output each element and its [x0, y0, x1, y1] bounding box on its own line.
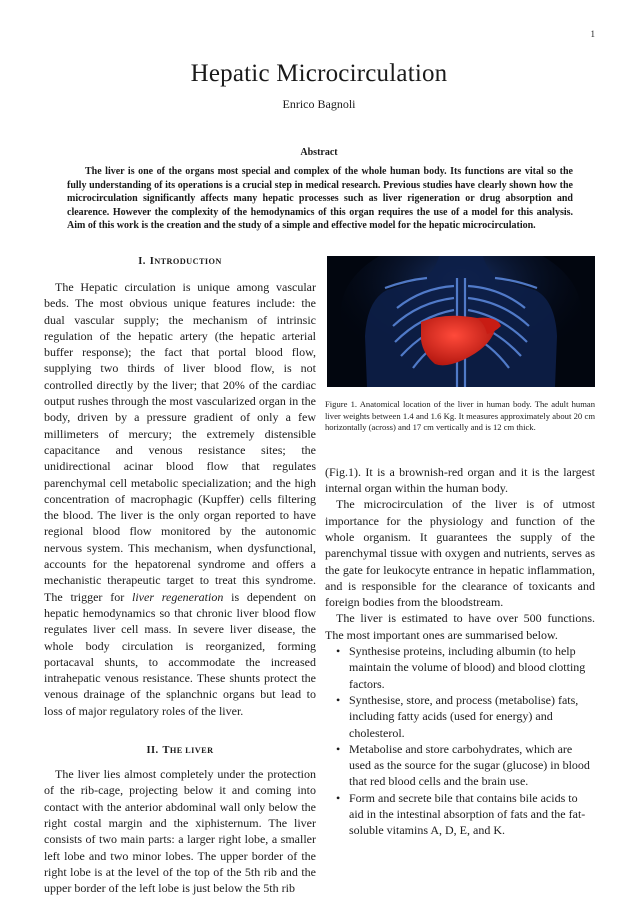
- list-item: • Synthesise proteins, including albumin (to help maintain the volume of blood) and blood clotting factors.: [336, 644, 586, 691]
- bullet-icon: •: [336, 790, 341, 805]
- section-initial: I: [149, 256, 155, 267]
- list-item: • Synthesise, store, and process (metabolise) fats, including fatty acids (used for energy) and cholesterol.: [336, 692, 579, 740]
- section-heading-introduction: [44, 256, 316, 267]
- bullet-icon: •: [336, 644, 341, 659]
- liver-regeneration-term: liver regeneration: [132, 589, 224, 604]
- section-initial: T: [162, 745, 170, 757]
- page-number: 1: [590, 29, 595, 39]
- list-item: • Form and secrete bile that contains bile acids to aid in the intestinal absorption of fats and the fat-soluble vitamins A, D, E, and K.: [336, 790, 586, 838]
- paper-title: Hepatic Microcirculation: [190, 60, 448, 87]
- figure-caption: Figure 1. Anatomical location of the liver in human body. The adult human liver weights between 1.4 and 1.6 Kg. It measures approximately about 20 cm horizontally (across) and 17 cm vertically and is 12 cm thick.: [325, 399, 595, 433]
- caption-spacer: [325, 434, 595, 464]
- abstract-text: The liver is one of the organs most special and complex of the whole human body. Its functions are vital so the fully understanding of its operations is a crucial step in medical research. Previous studies have clearly shown how the microcirculation significantly affects many hepatic processes such as liver rigeneration or drug absorption and clearence. However the complexity of the hemodynamics of this organ requires the use of a model for this analysis. Aim of this work is the creation and the study of a simple and effective model for the hepatic microcirculation.: [67, 166, 573, 232]
- abstract-heading: Abstract: [300, 147, 338, 158]
- author-name: Enrico Bagnoli: [282, 97, 356, 111]
- liver-paragraph: The liver lies almost completely under the protection of the rib-cage, projecting below it and coming into contact with the anterior abdominal wall only below the right costal margin and the xiphisternum. The liver consists of two main parts: a larger right lobe, a smaller left lobe and two minor lobes. The upper border of the right lobe is at the level of the top of the 5th rib and the upper border of the left lobe is just below the 5th rib: [44, 767, 316, 896]
- list-item: • Metabolise and store carbohydrates, which are used as the source for the sugar (glucose) in blood that red blood cells and the brain use.: [336, 741, 590, 789]
- bullet-icon: •: [336, 692, 341, 707]
- section-number: II.: [146, 745, 159, 757]
- right-column: [325, 256, 595, 839]
- microcirculation-paragraph: The microcirculation of the liver is of utmost importance for the physiology and function of the whole organism. It guarantees the supply of the parenchymal tissue with oxygen and nutrients, serves as the gate for leukocyte entrance in hepatic inflammation, and is responsible for the clearance of toxicants and foreign bodies from the bloodstream.: [325, 497, 595, 610]
- section-heading-the-liver: [44, 745, 316, 756]
- functions-list: [325, 643, 595, 839]
- torso-liver-illustration-icon: [327, 256, 595, 387]
- bullet-icon: •: [336, 741, 341, 756]
- continuation-paragraph: (Fig.1). It is a brownish-red organ and it is the largest internal organ within the human body.: [325, 464, 595, 496]
- section-number: I.: [138, 256, 146, 267]
- figure-image: [327, 256, 595, 387]
- introduction-paragraph: The Hepatic circulation is unique among vascular beds. The most obvious unique features include: the dual vascular supply; the mechanism of intrinsic regulation of the hepatic artery (the hepatic arterial buffer response); the fact that portal blood flow, supplying two thirds of liver blood flow, is not controlled directly by the liver; that 20% of the cardiac output rushes through the most vascularized organ in the body, driven by a pressure gradient of only a few millimeters of mercury; the extremely distensible capacitance and venous resistance sites; the unidirectional acinar blood flow that regulates parenchymal cell metabolic specialization; and the high concentration of macrophagic (Kupffer) cells filtering the blood. The liver is the only organ reported to have regional blood flow monitored by the autonomic nervous system. This mechanism, when dysfunctional, accounts for the hepatorenal syndrome and offers a mechanistic therapeutic target to treat this syndrome. The trigger for liver regeneration is dependent on hepatic hemodynamics so that chronic liver blood flow regulates liver cell mass. In severe liver disease, the whole body circulation is reorganized, forming portacaval shunts, to accommodate the increased intrahepatic venous resistance. These shunts protect the venous drainage of the splanchnic organs but lead to loss of major regulatory roles of the liver.: [44, 280, 317, 718]
- section-title-rest: NTRODUCTION: [154, 257, 222, 266]
- section-title-rest: HE LIVER: [169, 746, 214, 756]
- functions-intro-paragraph: The liver is estimated to have over 500 functions. The most important ones are summarised below.: [325, 611, 595, 642]
- left-column: [44, 256, 316, 896]
